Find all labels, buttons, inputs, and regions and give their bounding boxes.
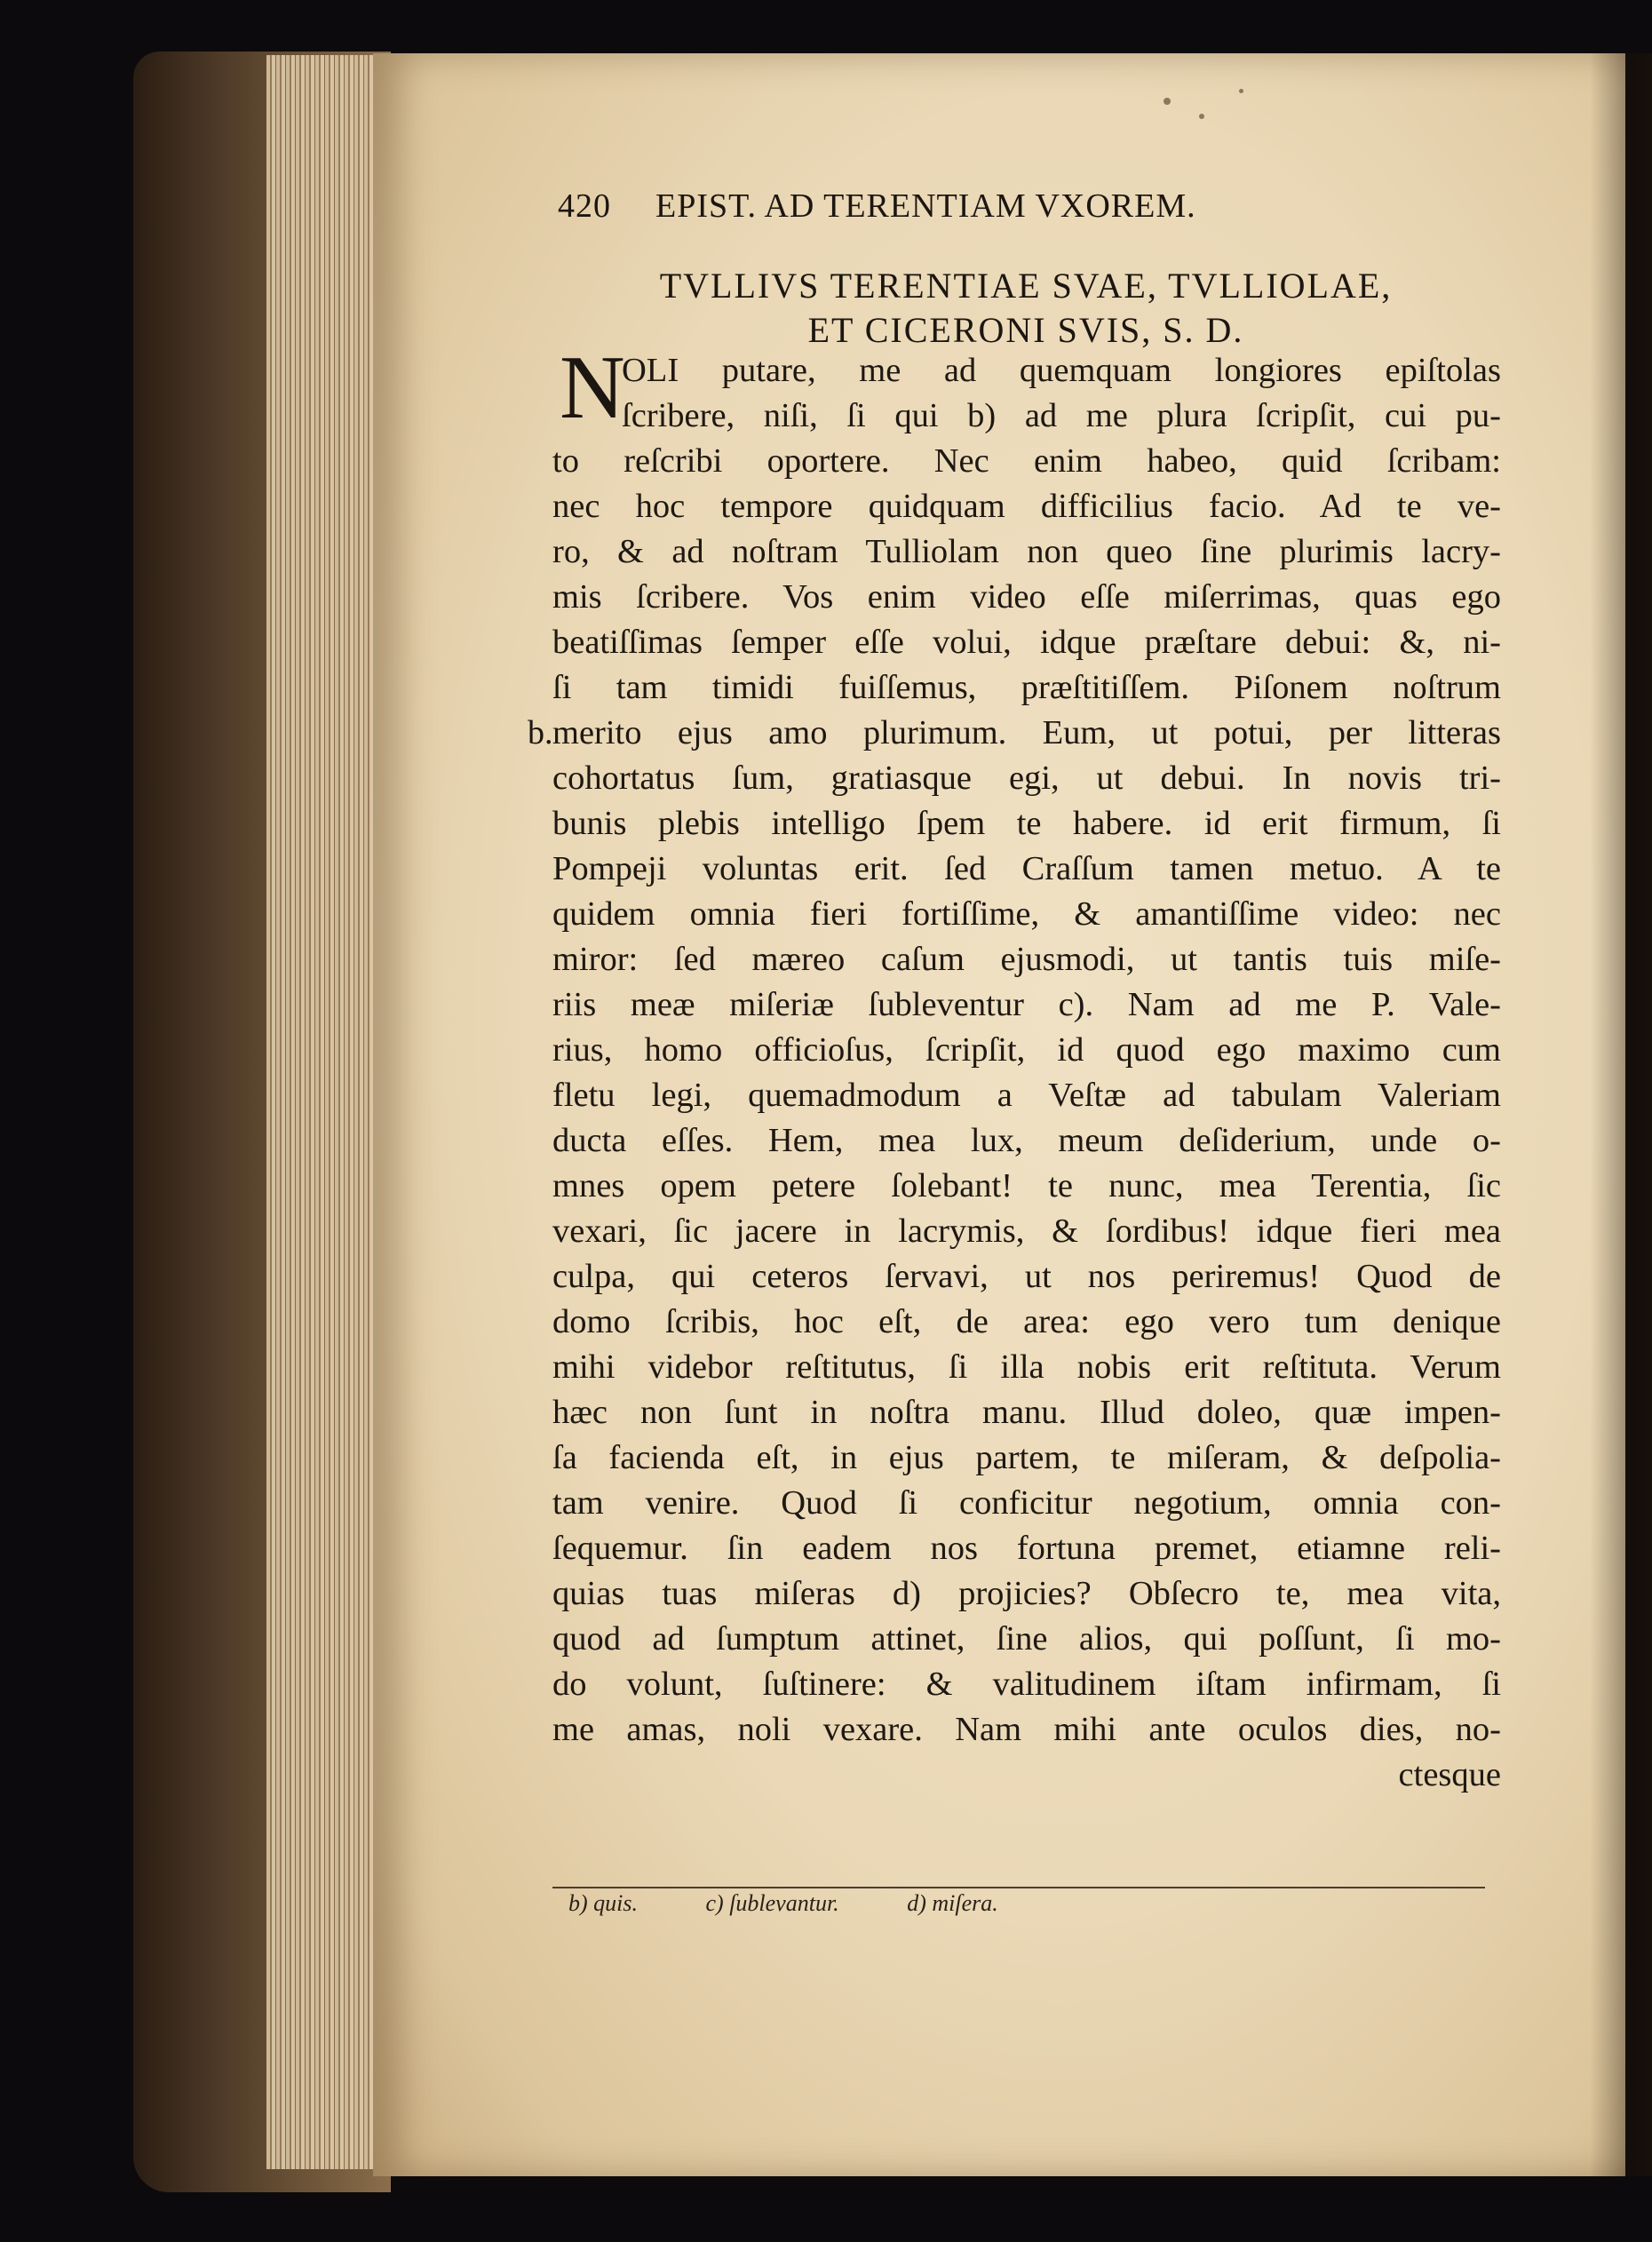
text-line: merito ejus amo plurimum. Eum, ut potui, per litteras (552, 714, 1501, 751)
text-line: ſcribere, niſi, ſi qui b) ad me plura ſcripſit, cui pu- (622, 397, 1501, 434)
letter-title-line-1: TVLLIVS TERENTIAE SVAE, TVLLIOLAE, (659, 266, 1393, 306)
text-line: ro, & ad noſtram Tulliolam non queo ſine plurimis lacry- (552, 533, 1501, 570)
text-line: mnes opem petere ſolebant! te nunc, mea Terentia, ſic (552, 1167, 1501, 1204)
text-line: culpa, qui ceteros ſervavi, ut nos periremus! Quod de (552, 1258, 1501, 1295)
footnotes (568, 1890, 1243, 1917)
footnote-c: c) ſublevantur. (705, 1890, 839, 1916)
paper-speck (1239, 89, 1243, 93)
drop-capital: N (560, 338, 625, 438)
text-line: me amas, noli vexare. Nam mihi ante oculos dies, no- (552, 1711, 1501, 1748)
letter-title-line-2: ET CICERONI SVIS, S. D. (807, 310, 1244, 350)
text-line: miror: ſed mæreo caſum ejusmodi, ut tantis tuis miſe- (552, 941, 1501, 978)
text-line: OLI putare, me ad quemquam longiores epiſtolas (622, 352, 1501, 389)
text-line: vexari, ſic jacere in lacrymis, & ſordibus! idque fieri mea (552, 1212, 1501, 1250)
paper-speck (1199, 114, 1204, 119)
footnote-d: d) miſera. (907, 1890, 998, 1916)
text-line: mis ſcribere. Vos enim video eſſe miſerrimas, quas ego (552, 578, 1501, 616)
text-line: fletu legi, quemadmodum a Veſtæ ad tabulam Valeriam (552, 1077, 1501, 1114)
gutter-shadow (1590, 53, 1652, 2176)
text-line: ſequemur. ſin eadem nos fortuna premet, etiamne reli- (552, 1530, 1501, 1567)
text-line: ſa facienda eſt, in ejus partem, te miſeram, & deſpolia- (552, 1439, 1501, 1476)
text-line: mihi videbor reſtitutus, ſi illa nobis erit reſtituta. Verum (552, 1348, 1501, 1386)
page-number: 420 (558, 187, 611, 225)
running-header (558, 187, 1499, 226)
text-line: domo ſcribis, hoc eſt, de area: ego vero tum denique (552, 1303, 1501, 1340)
running-title: EPIST. AD TERENTIAM VXOREM. (655, 187, 1196, 225)
text-line: beatiſſimas ſemper eſſe volui, idque præſtare debui: &, ni- (552, 624, 1501, 661)
text-line: riis meæ miſeriæ ſubleventur c). Nam ad me P. Vale- (552, 986, 1501, 1023)
text-line: ducta eſſes. Hem, mea lux, meum deſiderium, unde o- (552, 1122, 1501, 1159)
text-line: quidem omnia fieri fortiſſime, & amantiſſime video: nec (552, 895, 1501, 933)
letter-body (552, 348, 1501, 1798)
text-line: hæc non ſunt in noſtra manu. Illud doleo, quæ impen- (552, 1394, 1501, 1431)
text-line: quod ad ſumptum attinet, ſine alios, qui poſſunt, ſi mo- (552, 1620, 1501, 1658)
page-edges (266, 55, 382, 2169)
catchword: ctesque (1398, 1756, 1501, 1793)
text-line: rius, homo officioſus, ſcripſit, id quod ego maximo cum (552, 1031, 1501, 1069)
footnote-rule (552, 1887, 1485, 1888)
text-line: nec hoc tempore quidquam difficilius facio. Ad te ve- (552, 488, 1501, 525)
marginal-note-letter: b. (528, 714, 553, 751)
paper-speck (1164, 98, 1171, 105)
text-line: Pompeji voluntas erit. ſed Craſſum tamen metuo. A te (552, 850, 1501, 887)
footnote-b: b) quis. (568, 1890, 638, 1916)
text-line: bunis plebis intelligo ſpem te habere. id erit firmum, ſi (552, 805, 1501, 842)
text-line: to reſcribi oportere. Nec enim habeo, quid ſcribam: (552, 442, 1501, 480)
text-line: quias tuas miſeras d) projicies? Obſecro te, mea vita, (552, 1575, 1501, 1612)
text-line: ſi tam timidi fuiſſemus, præſtitiſſem. Piſonem noſtrum (552, 669, 1501, 706)
text-line: do volunt, ſuſtinere: & valitudinem iſtam infirmam, ſi (552, 1666, 1501, 1703)
text-line: cohortatus ſum, gratiasque egi, ut debui. In novis tri- (552, 759, 1501, 797)
text-line: tam venire. Quod ſi conficitur negotium, omnia con- (552, 1484, 1501, 1522)
